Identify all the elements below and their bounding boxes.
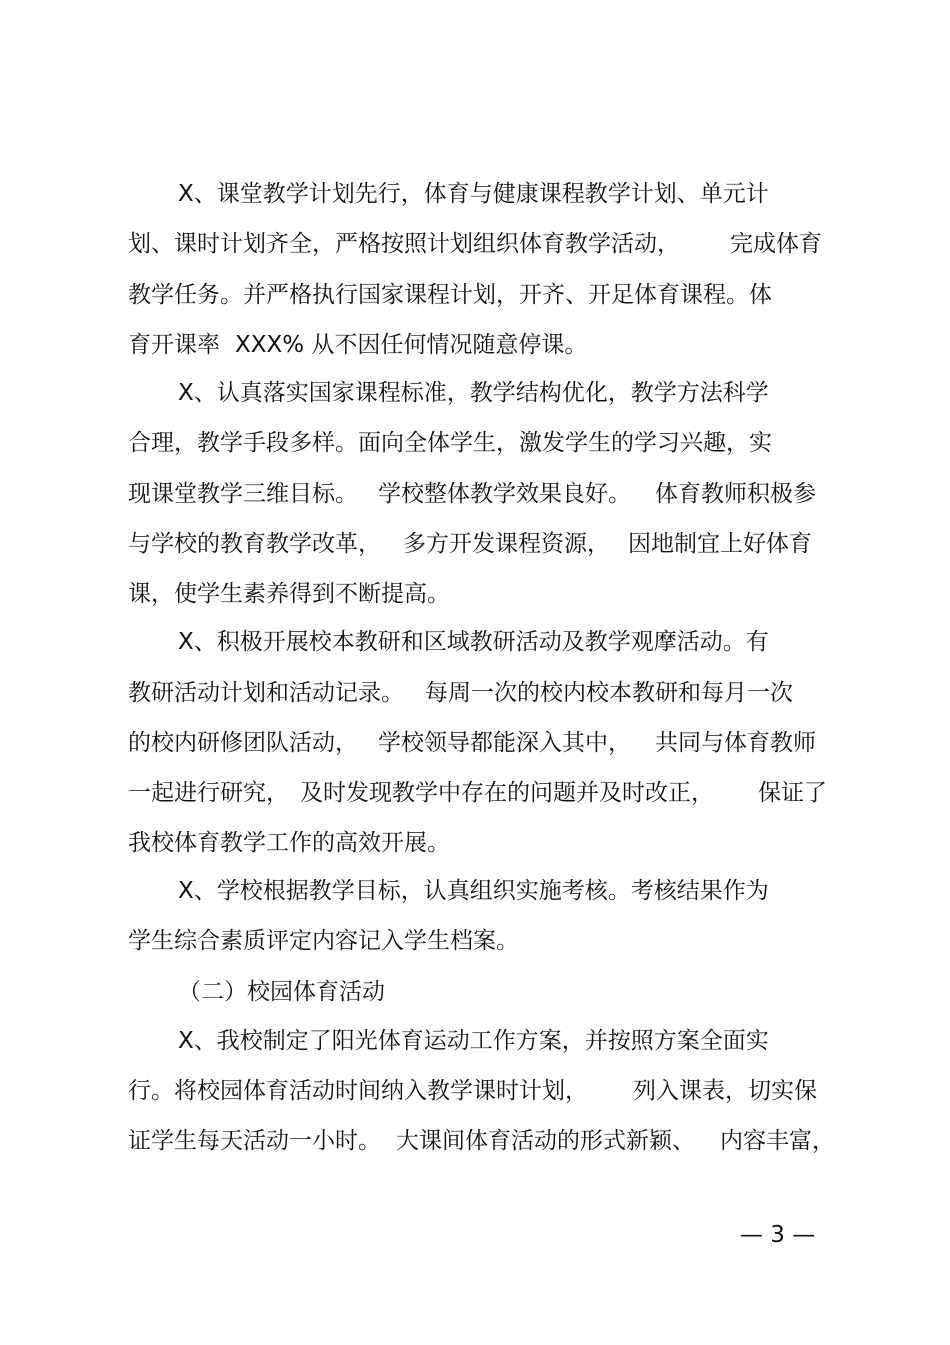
text-line: X、学校根据教学目标，认真组织实施考核。考核结果作为 — [178, 878, 769, 904]
text-line: 的校内研修团队活动， — [128, 730, 358, 756]
text-line: 多方开发课程资源， — [403, 531, 610, 557]
section-heading: （二）校园体育活动 — [178, 979, 385, 1005]
text-line: 划、课时计划齐全，严格按照计划组织体育教学活动， — [128, 231, 680, 257]
text-line: 学校整体教学效果良好。 — [378, 481, 631, 507]
text-line: 保证了 — [758, 780, 827, 806]
text-line: 因地制宜上好体育 — [628, 531, 812, 557]
text-line: 学校领导都能深入其中， — [378, 730, 631, 756]
text-line: 列入课表，切实保 — [633, 1078, 817, 1104]
text-line: 体育教师积极参 — [655, 481, 816, 507]
text-line: X、课堂教学计划先行，体育与健康课程教学计划、单元计 — [178, 181, 769, 207]
text-line: 合理，教学手段多样。面向全体学生，激发学生的学习兴趣，实 — [128, 430, 772, 456]
text-line: 行。将校园体育活动时间纳入教学课时计划， — [128, 1078, 588, 1104]
page-number: — 3 — — [740, 1222, 816, 1248]
text-line: X、积极开展校本教研和区域教研活动及教学观摩活动。有 — [178, 629, 769, 655]
text-line: 完成体育 — [730, 231, 822, 257]
text-line: 共同与体育教师 — [655, 730, 816, 756]
text-line: X、我校制定了阳光体育运动工作方案，并按照方案全面实 — [178, 1028, 769, 1054]
text-line: 教学任务。并严格执行国家课程计划，开齐、开足体育课程。体 — [128, 282, 772, 308]
text-line: 一起进行研究， — [128, 780, 289, 806]
text-line: 学生综合素质评定内容记入学生档案。 — [128, 928, 519, 954]
text-line: 与学校的教育教学改革， — [128, 531, 381, 557]
text-line: 每周一次的校内校本教研和每月一次 — [425, 680, 793, 706]
text-line: 育开课率 — [128, 332, 220, 358]
text-line: 及时发现教学中存在的问题并及时改正， — [300, 780, 714, 806]
text-line: XXX% 从不因任何情况随意停课。 — [235, 332, 588, 358]
text-line: X、认真落实国家课程标准，教学结构优化，教学方法科学 — [178, 380, 769, 406]
text-line: 证学生每天活动一小时。 — [128, 1128, 381, 1154]
text-line: 我校体育教学工作的高效开展。 — [128, 830, 450, 856]
text-line: 内容丰富， — [720, 1128, 835, 1154]
text-line: 现课堂教学三维目标。 — [128, 481, 358, 507]
text-line: 教研活动计划和活动记录。 — [128, 680, 404, 706]
text-line: 大课间体育活动的形式新颖、 — [396, 1128, 695, 1154]
text-line: 课，使学生素养得到不断提高。 — [128, 581, 450, 607]
